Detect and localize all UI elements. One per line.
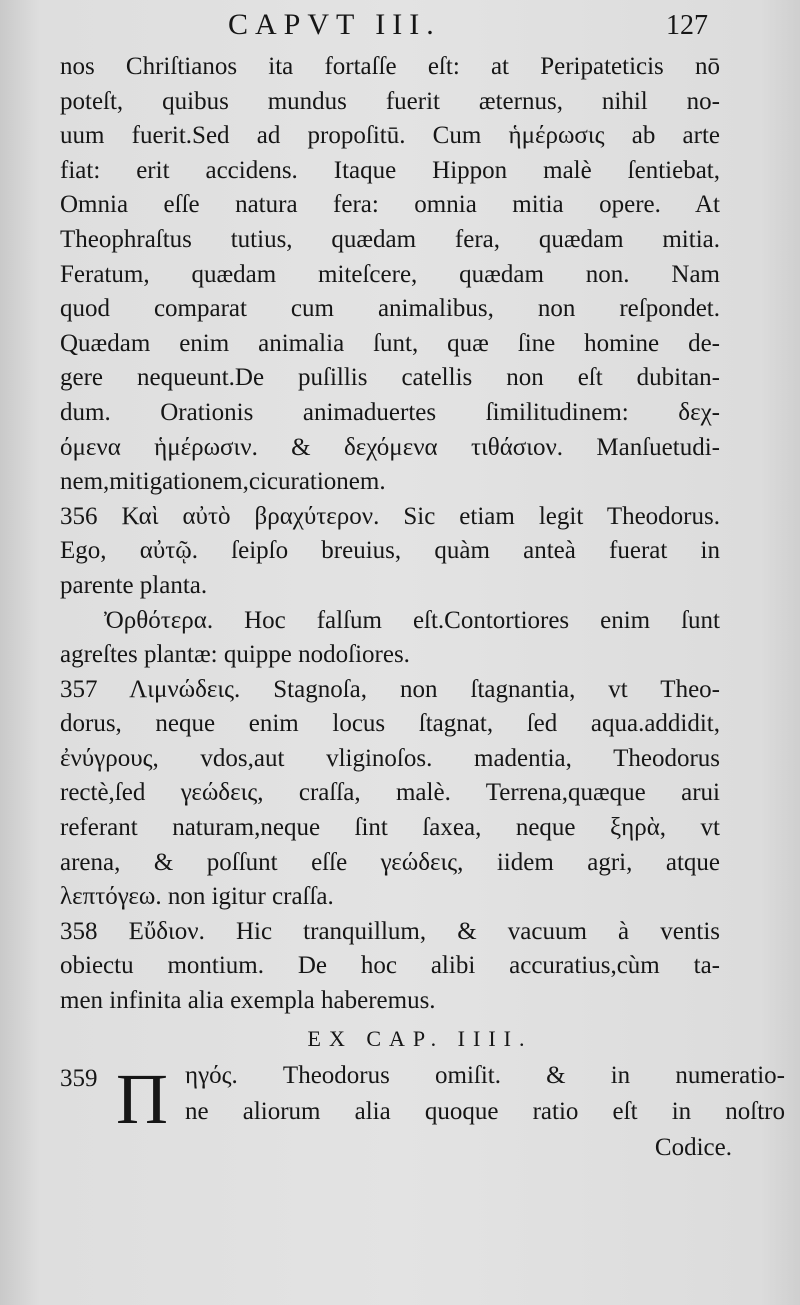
text-line: men infinita alia exempla haberemus. [60, 987, 436, 1015]
text-line: Ὀρθότερα. Hoc falſum eſt.Contortiores enim ſunt [104, 606, 720, 634]
text-line: quod comparat cum animalibus, non reſpondet. [60, 295, 720, 323]
page-number: 127 [666, 10, 708, 41]
text-line: Quædam enim animalia ſunt, quæ ſine homine de- [60, 329, 720, 357]
text-line: rectè,ſed γεώδεις, craſſa, malè. Terrena,quæque arui [60, 779, 720, 807]
text-line: parente planta. [60, 571, 208, 599]
note-line-357: 357 Λιμνώδεις. Stagnoſa, non ſtagnantia, vt Theo- [60, 675, 720, 703]
text-line: ἐνύγρους, vdos,aut vliginoſos. madentia, Theodorus [60, 744, 720, 772]
text-line: arena, & poſſunt eſſe γεώδεις, iidem agri, atque [60, 848, 720, 876]
text-line: Feratum, quædam miteſcere, quædam non. Nam [60, 260, 720, 288]
text-line: dum. Orationis animaduertes ſimilitudinem: δεχ- [60, 398, 720, 426]
note-line-358: 358 Εὔδιον. Hic tranquillum, & vacuum à ventis [60, 917, 720, 945]
text-line: dorus, neque enim locus ſtagnat, ſed aqua.addidit, [60, 710, 720, 738]
text-line: agreſtes plantæ: quippe nodoſiores. [60, 641, 410, 669]
text-line: λεπτόγεω. non igitur craſſa. [60, 883, 334, 911]
text-line: fiat: erit accidens. Itaque Hippon malè ſentiebat, [60, 156, 720, 184]
text-line: uum fuerit.Sed ad propoſitū. Cum ἡμέρωσις ab arte [60, 122, 720, 150]
body-text [60, 50, 785, 1169]
text-line: Codice. [654, 1133, 732, 1161]
text-line: ne aliorum alia quoque ratio eſt in noſtro [185, 1097, 785, 1125]
text-line: nos Chriſtianos ita fortaſſe eſt: at Peripateticis nō [60, 53, 720, 80]
text-line: Theophraſtus tutius, quædam fera, quædam mitia. [60, 225, 720, 253]
chapter-title: CAPVT III. [228, 8, 441, 41]
running-head [0, 8, 800, 48]
text-line: Omnia eſſe natura fera: omnia mitia opere. At [60, 191, 720, 219]
text-line: referant naturam,neque ſint ſaxea, neque ξηρὰ, vt [60, 814, 720, 842]
section-heading: EX CAP. IIII. [307, 1025, 533, 1051]
text-line: nem,mitigationem,cicurationem. [60, 468, 386, 496]
text-line: Ego, αὐτῷ. ſeipſo breuius, quàm anteà fuerat in [60, 537, 720, 565]
text-line: gere nequeunt.De puſillis catellis non eſt dubitan- [60, 364, 720, 392]
note-number: 359 [60, 1064, 98, 1092]
text-line: όμενα ἡμέρωσιν. & δεχόμενα τιθάσιον. Manſuetudi- [60, 433, 720, 461]
text-line: poteſt, quibus mundus fuerit æternus, nihil no- [60, 87, 720, 115]
note-line-356: 356 Καὶ αὐτὸ βραχύτερον. Sic etiam legit Theodorus. [60, 502, 720, 530]
drop-cap-letter: Π [116, 1058, 168, 1139]
text-line: ηγός. Theodorus omiſit. & in numeratio- [185, 1061, 785, 1089]
text-line: obiectu montium. De hoc alibi accuratius,cùm ta- [60, 952, 720, 980]
note-359 [60, 1058, 785, 1169]
